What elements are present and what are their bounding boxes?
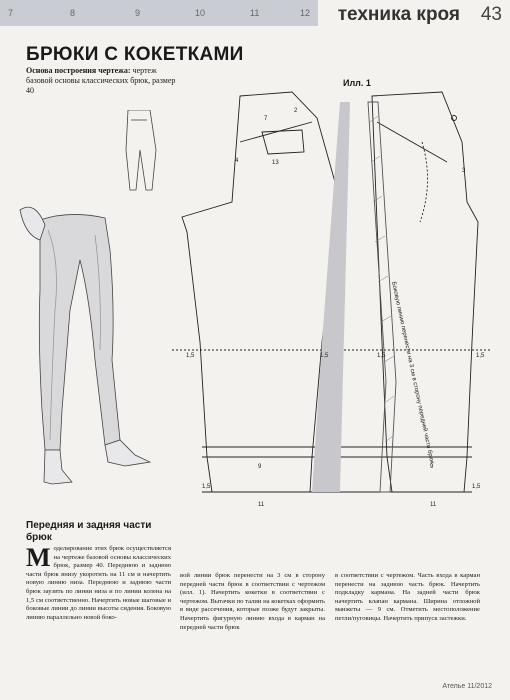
dim-label-hem-left: 1,5: [202, 484, 211, 490]
magazine-footer: Ателье 11/2012: [442, 683, 492, 690]
dim-label-hem-right: 1,5: [472, 484, 481, 490]
section-heading: Передняя и задняя части брюк: [26, 520, 152, 543]
trousers-sketch-illustration: [0, 110, 172, 510]
dim-label-cuff-front: 9: [258, 464, 262, 470]
ruler-number: 9: [135, 8, 141, 18]
dim-label-yoke-front: 4: [235, 158, 239, 164]
ruler-number: 7: [8, 8, 14, 18]
dim-label-left-knee: 1,5: [186, 353, 195, 359]
top-ruler: [0, 0, 318, 26]
article-title: БРЮКИ С КОКЕТКАМИ: [26, 44, 244, 65]
column-1-text: оделирование этих брюк осуществляется на чертеже базовой основы классических брюк, размер 40. Переднюю и заднюю части брюк внизу укоротить на 11 см и начертить новую линию низа. Переднюю и заднюю части брюк заузить по линии низа и по линии колена на 1,5 см соответственно. Начертить новые шаговые и боковые линии до линии высоты сидения. Боковую линию параллельно новой боко-: [26, 545, 171, 621]
dim-label-cuff-back: 9: [430, 464, 434, 470]
dim-label-shorten-front: 11: [258, 502, 265, 508]
pattern-draft-drawing: [172, 82, 492, 512]
ruler-number: 8: [70, 8, 76, 18]
illustration-label: Илл. 1: [343, 78, 371, 88]
dim-label-pocket-depth: 7: [264, 116, 268, 122]
page-number: 43: [480, 4, 502, 25]
subtitle-label: Основа построения чертежа:: [26, 66, 131, 75]
subtitle-text: чертеж базовой основы классических брюк, размер 40: [26, 66, 176, 95]
drop-cap: М: [26, 543, 51, 572]
section-title: техника кроя: [337, 4, 460, 25]
dim-label-waist: 2: [294, 108, 298, 114]
dim-label-front-knee: 1,5: [320, 353, 329, 359]
dim-label-pocket-width: 13: [272, 160, 279, 166]
text-column-2: вой линии брюк перенести на 3 см в сторону передней части брюк в соответствии с чертежом (илл. 1). Начертить кокетки в соответствии с чертежом. Вытачки по талии на кокетках оформить в виде рассечения, которые позже будут закрыты. Начертить фигурную линию входа в карман на передней части брюк: [180, 572, 325, 631]
dim-label-back-knee: 1,5: [377, 353, 386, 359]
dim-label-shorten-back: 11: [430, 502, 437, 508]
article-subtitle: [26, 66, 176, 96]
side-line-note: Боковую линию перенести на 3 см в сторону передней части брюк: [390, 281, 435, 465]
ruler-number: 11: [250, 8, 260, 18]
text-column-3: в соответствии с чертежом. Часть входа в карман перенести на заднюю часть брюк. Начертить подкладку кармана. На задней части брюк начертить клапан кармана. Ширина отложной манжеты — 9 см. Отметить местоположение петли/пуговицы. Начертить припуск застежки.: [335, 572, 480, 622]
dim-label-right-knee: 1,5: [476, 353, 485, 359]
text-column-1: [26, 545, 171, 622]
ruler-number: 12: [300, 8, 311, 18]
dim-label-yoke-back: 3: [462, 168, 466, 174]
ruler-number: 10: [195, 8, 206, 18]
